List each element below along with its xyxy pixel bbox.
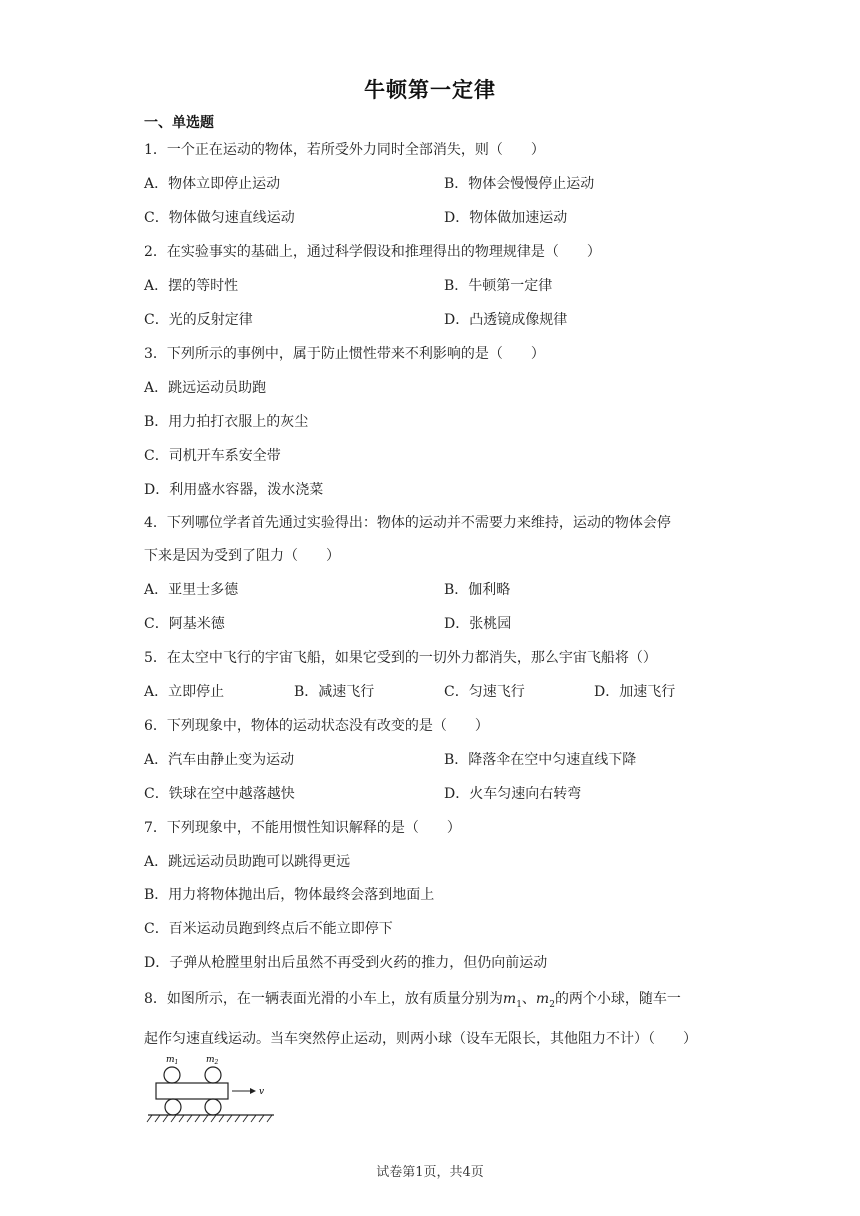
- q7-option-d: D．子弹从枪膛里射出后虽然不再受到火药的推力，但仍向前运动: [144, 955, 548, 971]
- q5-option-c: C．匀速飞行: [444, 684, 525, 700]
- q2-option-a: A．摆的等时性: [144, 278, 239, 294]
- mass-m1-label: $m_1$: [502, 991, 522, 1010]
- velocity-label: v: [259, 1087, 265, 1097]
- q8-text-part-2: 的两个小球，随车一: [554, 991, 681, 1007]
- ball-m1: [164, 1067, 180, 1083]
- cart-diagram: [146, 1052, 276, 1126]
- mass-m2-label: $m_2$: [535, 991, 555, 1010]
- q3-option-c: C．司机开车系安全带: [144, 448, 281, 464]
- q7-option-b: B．用力将物体抛出后，物体最终会落到地面上: [144, 887, 435, 903]
- section-heading: 一、单选题: [144, 115, 214, 131]
- q2-option-c: C．光的反射定律: [144, 312, 253, 328]
- q7-option-c: C．百米运动员跑到终点后不能立即停下: [144, 921, 393, 937]
- q2-option-d: D．凸透镜成像规律: [444, 312, 568, 328]
- q3-option-b: B．用力拍打衣服上的灰尘: [144, 414, 309, 430]
- q4-option-d: D．张桃园: [444, 616, 512, 632]
- q1-option-a: A．物体立即停止运动: [144, 176, 281, 192]
- cart-body: [156, 1083, 228, 1099]
- q2-option-b: B．牛顿第一定律: [444, 278, 553, 294]
- q5-option-d: D．加速飞行: [594, 684, 676, 700]
- q1-option-b: B．物体会慢慢停止运动: [444, 176, 595, 192]
- ball-m2: [205, 1067, 221, 1083]
- q3-option-d: D．利用盛水容器，泼水浇菜: [144, 482, 324, 498]
- q6-option-d: D．火车匀速向右转弯: [444, 786, 582, 802]
- q8-text-part-1: 8．如图所示，在一辆表面光滑的小车上，放有质量分别为: [144, 991, 503, 1007]
- velocity-arrow-head: [250, 1088, 256, 1094]
- q4-option-a: A．亚里士多德: [144, 582, 239, 598]
- question-5: 5．在太空中飞行的宇宙飞船，如果它受到的一切外力都消失，那么宇宙飞船将（）: [144, 650, 657, 666]
- page-title: 牛顿第一定律: [364, 78, 496, 102]
- q6-option-b: B．降落伞在空中匀速直线下降: [444, 752, 637, 768]
- question-8-line-1: [144, 990, 681, 1014]
- q5-option-a: A．立即停止: [144, 684, 225, 700]
- question-6: 6．下列现象中，物体的运动状态没有改变的是（ ）: [144, 718, 489, 734]
- question-3: 3．下列所示的事例中，属于防止惯性带来不利影响的是（ ）: [144, 346, 545, 362]
- q1-option-d: D．物体做加速运动: [444, 210, 568, 226]
- page-footer: 试卷第1页，共4页: [376, 1165, 484, 1180]
- question-1: 1．一个正在运动的物体，若所受外力同时全部消失，则（ ）: [144, 142, 545, 158]
- q3-option-a: A．跳远运动员助跑: [144, 380, 267, 396]
- cart-wheel-left: [165, 1099, 181, 1115]
- question-7: 7．下列现象中，不能用惯性知识解释的是（ ）: [144, 820, 461, 836]
- figure-m1-label: $m_1$: [166, 1055, 179, 1066]
- q6-option-c: C．铁球在空中越落越快: [144, 786, 295, 802]
- question-8-line-2: 起作匀速直线运动。当车突然停止运动，则两小球（设车无限长，其他阻力不计）（ ）: [144, 1031, 697, 1047]
- q6-option-a: A．汽车由静止变为运动: [144, 752, 295, 768]
- q4-option-c: C．阿基米德: [144, 616, 225, 632]
- figure-m2-label: $m_2$: [206, 1055, 219, 1066]
- cart-wheel-right: [205, 1099, 221, 1115]
- ground-hatching: [147, 1115, 272, 1122]
- q1-option-c: C．物体做匀速直线运动: [144, 210, 295, 226]
- question-2: 2．在实验事实的基础上，通过科学假设和推理得出的物理规律是（ ）: [144, 244, 601, 260]
- q5-option-b: B．减速飞行: [294, 684, 375, 700]
- q8-separator: 、: [521, 991, 536, 1007]
- q4-option-b: B．伽利略: [444, 582, 511, 598]
- question-4-line-1: 4．下列哪位学者首先通过实验得出：物体的运动并不需要力来维持，运动的物体会停: [144, 515, 671, 531]
- question-4-line-2: 下来是因为受到了阻力（ ）: [144, 548, 340, 564]
- q7-option-a: A．跳远运动员助跑可以跳得更远: [144, 854, 351, 870]
